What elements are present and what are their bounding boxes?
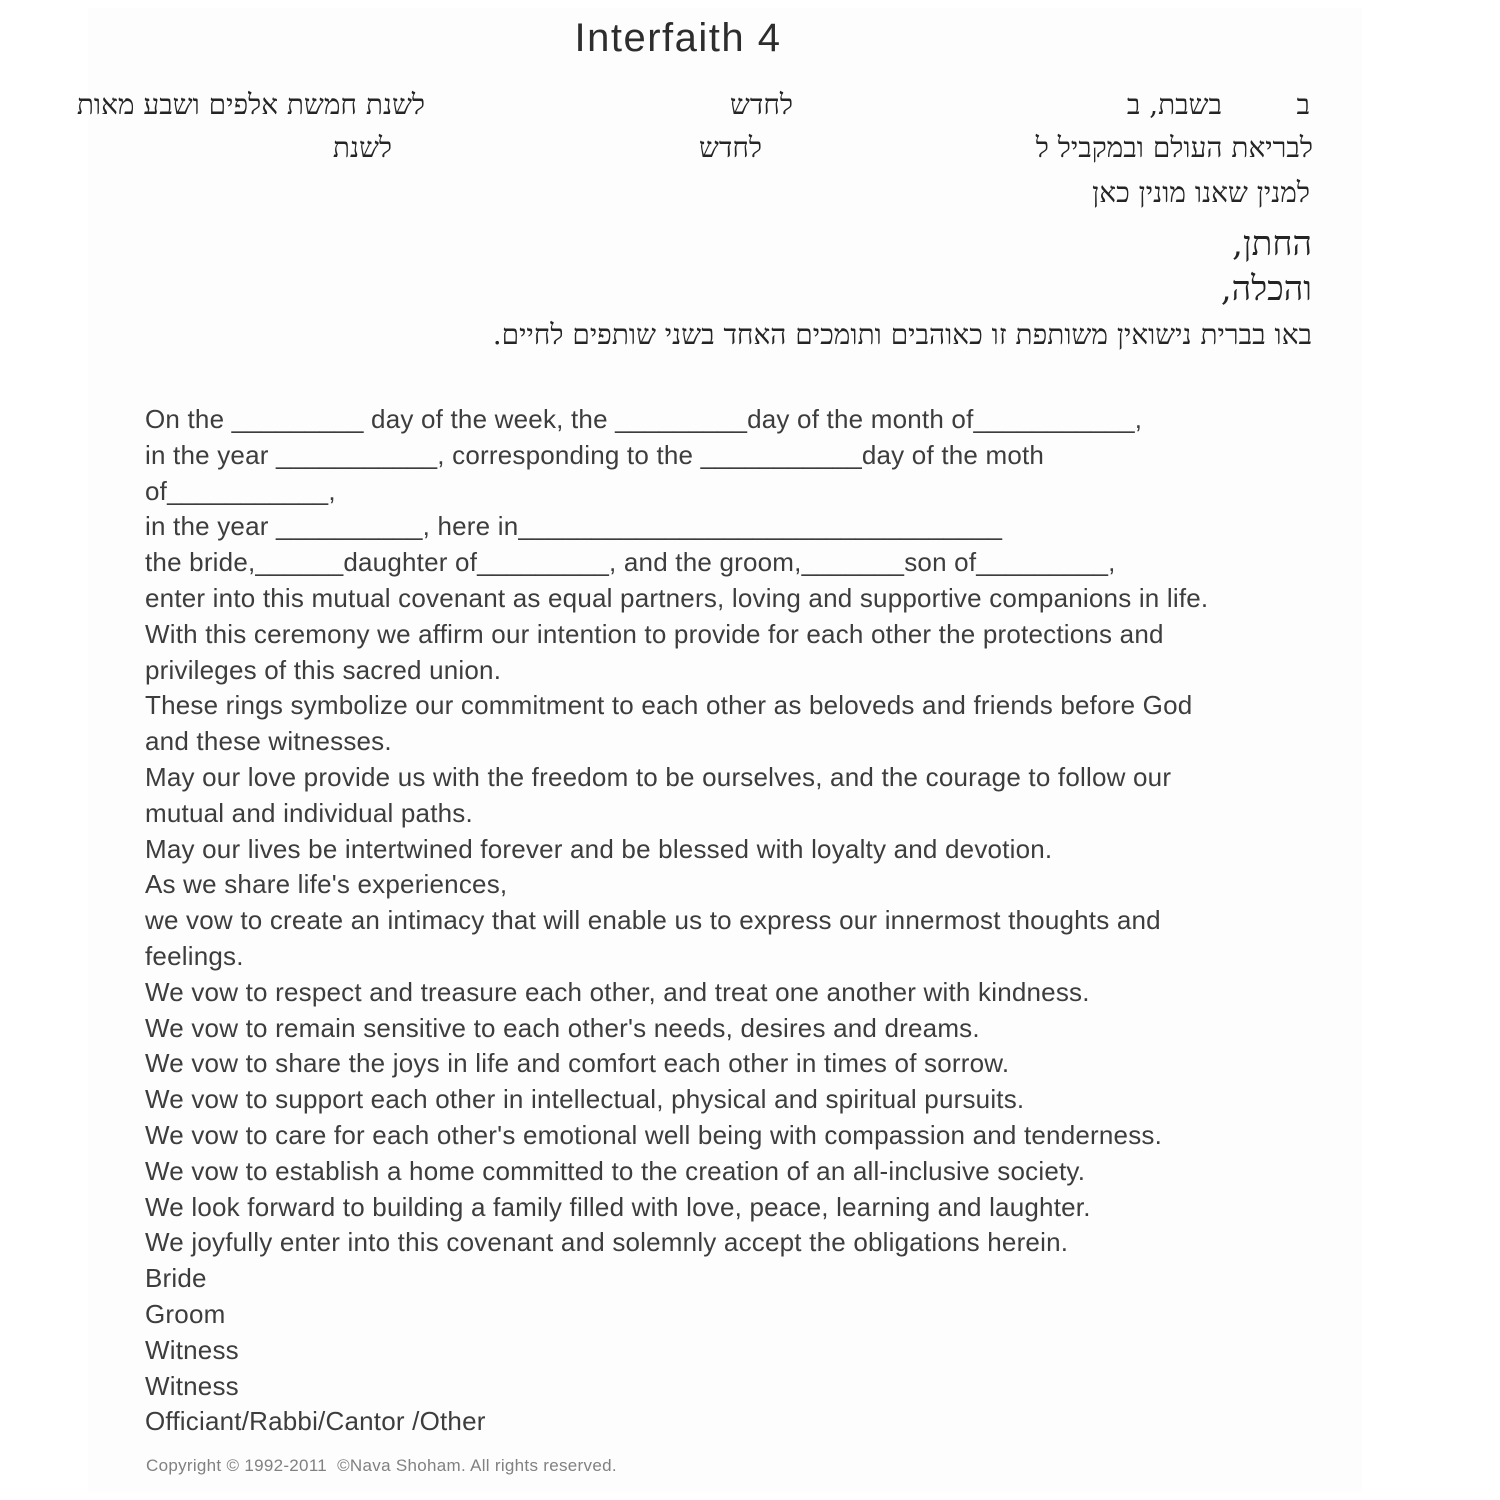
hebrew-month-label-1: לחדש	[730, 88, 793, 121]
hebrew-line-2	[0, 131, 1500, 173]
english-line-feelings: feelings.	[145, 940, 244, 971]
hebrew-year-label-2: לשנת	[332, 131, 392, 164]
english-line-vow-sensitive: We vow to remain sensitive to each other's needs, desires and dreams.	[145, 1012, 980, 1043]
hebrew-shabbat-segment: בשבת, ב	[1126, 88, 1222, 121]
english-line-vow-joys: We vow to share the joys in life and comfort each other in times of sorrow.	[145, 1048, 1010, 1079]
english-line-share-experiences: As we share life's experiences,	[145, 869, 508, 900]
english-line-of-blank: of___________,	[145, 475, 336, 506]
english-line-vow-intimacy: we vow to create an intimacy that will enable us to express our innermost thoughts and	[145, 905, 1161, 936]
english-line-intertwined: May our lives be intertwined forever and be blessed with loyalty and devotion.	[145, 833, 1053, 864]
hebrew-groom-label: החתן,	[1232, 224, 1312, 264]
english-line-family: We look forward to building a family filled with love, peace, learning and laughter.	[145, 1191, 1091, 1222]
hebrew-line-1	[0, 88, 1500, 130]
hebrew-line-4	[0, 224, 1500, 266]
english-line-vow-care: We vow to care for each other's emotional well being with compassion and tenderness.	[145, 1119, 1163, 1150]
page-title: Interfaith 4	[574, 16, 782, 60]
english-line-love-freedom: May our love provide us with the freedom to be ourselves, and the courage to follow our	[145, 761, 1172, 792]
english-line-year-corresponding: in the year ___________, corresponding to the ___________day of the moth	[145, 439, 1045, 470]
hebrew-line-3	[0, 176, 1500, 218]
hebrew-covenant-line: באו בברית נישואין משותפת זו כאוהבים ותומכים האחד בשני שותפים לחיים.	[492, 318, 1312, 351]
english-section	[145, 402, 1405, 1440]
hebrew-day-letter: ב	[1296, 88, 1310, 121]
hebrew-creation-segment: לבריאת העולם ובמקביל ל	[1035, 131, 1313, 164]
english-line-witnesses: and these witnesses.	[145, 726, 392, 757]
copyright-notice: Copyright © 1992-2011 ©Nava Shoham. All rights reserved.	[146, 1456, 617, 1475]
officiant-signature-label: Officiant/Rabbi/Cantor /Other	[145, 1406, 486, 1437]
witness-signature-label-1: Witness	[145, 1334, 239, 1365]
hebrew-year-label-1: לשנת חמשת אלפים ושבע מאות	[76, 88, 425, 121]
english-line-vow-respect: We vow to respect and treasure each other, and treat one another with kindness.	[145, 976, 1090, 1007]
hebrew-line-5	[0, 269, 1500, 311]
english-line-mutual-paths: mutual and individual paths.	[145, 797, 473, 828]
english-line-rings: These rings symbolize our commitment to each other as beloveds and friends before God	[145, 690, 1193, 721]
english-line-ceremony-affirm: With this ceremony we affirm our intention to provide for each other the protections and	[145, 618, 1164, 649]
english-line-date-week: On the _________ day of the week, the _________day of the month of___________,	[145, 404, 1143, 434]
english-line-bride-groom: the bride,______daughter of_________, and the groom,_______son of_________,	[145, 547, 1116, 578]
bride-signature-label: Bride	[145, 1263, 207, 1294]
english-line-year-here-in: in the year __________, here in_________________________________	[145, 511, 1003, 542]
hebrew-count-segment: למנין שאנו מונין כאן	[1092, 176, 1310, 209]
english-line-privileges: privileges of this sacred union.	[145, 654, 502, 685]
hebrew-bride-label: והכלה,	[1220, 269, 1312, 309]
english-line-covenant: enter into this mutual covenant as equal partners, loving and supportive companions in life.	[145, 582, 1209, 613]
english-line-joyfully: We joyfully enter into this covenant and solemnly accept the obligations herein.	[145, 1227, 1069, 1258]
hebrew-line-6	[0, 318, 1500, 360]
english-line-vow-home: We vow to establish a home committed to the creation of an all-inclusive society.	[145, 1155, 1086, 1186]
english-line-vow-support: We vow to support each other in intellectual, physical and spiritual pursuits.	[145, 1084, 1025, 1115]
witness-signature-label-2: Witness	[145, 1370, 239, 1401]
groom-signature-label: Groom	[145, 1298, 226, 1329]
hebrew-month-label-2: לחדש	[699, 131, 762, 164]
